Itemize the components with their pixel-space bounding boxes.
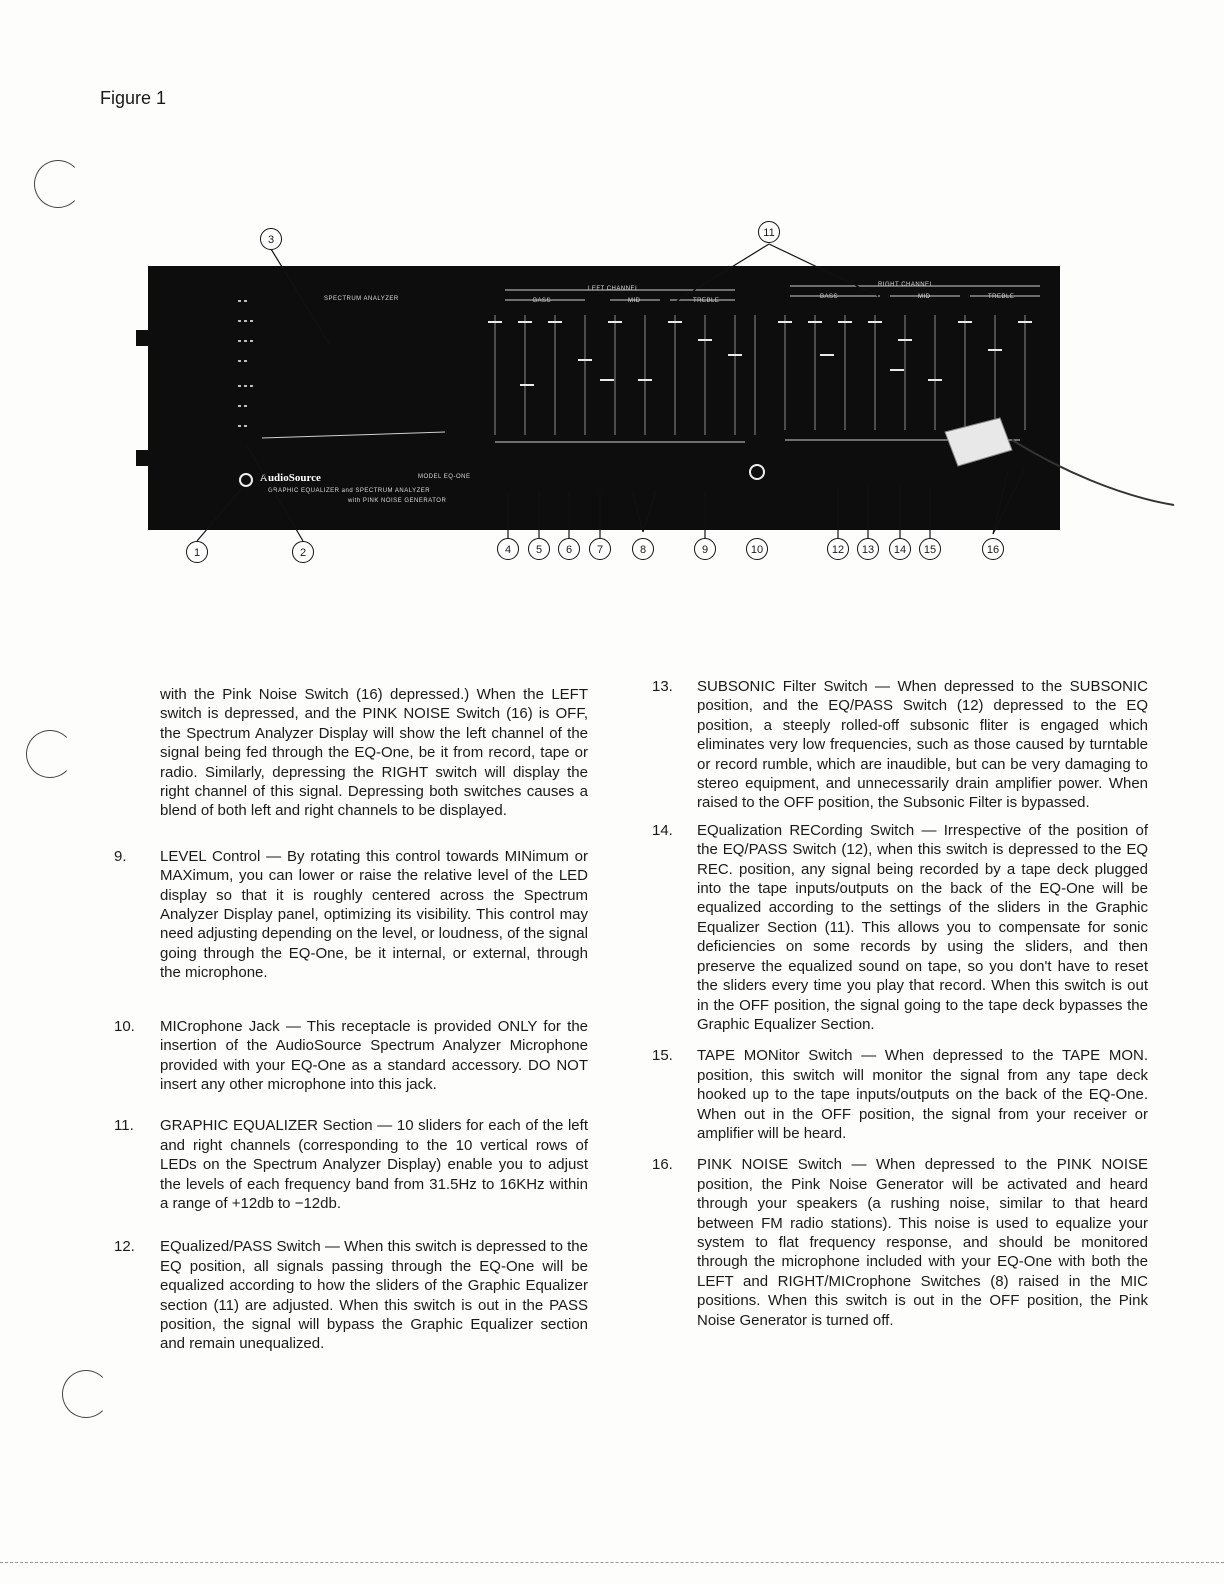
item-text: MICrophone Jack — This receptacle is provided ONLY for the insertion of the AudioSource Spectrum Analyzer Microphone provided with your EQ-One as a standard accessory. DO NOT insert any other microphone into this jack.: [160, 1017, 588, 1093]
item-text: PINK NOISE Switch — When depressed to the PINK NOISE position, the Pink Noise Generator will be activated and heard through your speakers (a rushing noise, similar to that heard between FM radio stations). This noise is used to equalize your system to flat frequency response, and should be monitored through the microphone included with your EQ-One with both the LEFT and RIGHT/MICrophone Switches (8) raised in the MIC positions. When this switch is out in the OFF position, the Pink Noise Generator is turned off.: [697, 1156, 1148, 1329]
item-number: 11.: [114, 1117, 134, 1135]
callout-5: 5: [528, 538, 550, 560]
callout-10: 10: [746, 538, 768, 560]
item-number: 14.: [652, 821, 673, 839]
page-edge-line: [0, 1562, 1224, 1563]
callout-11: 11: [758, 221, 780, 243]
item-text: EQualization RECording Switch — Irrespective of the position of the EQ/PASS Switch (12), when this switch is depressed to the EQ REC. position, any signal being recorded by a tape deck plugged into the tape inputs/outputs on the back of the EQ-One will be equalized according to the settings of the sliders in the Graphic Equalizer Section (11). This allows you to compensate for sonic deficiencies on some records by using the sliders, and then preserve the equalized sound on tape, so you don't have to reset the sliders every time you play that record. When this switch is out in the OFF position, the signal going to the tape deck bypasses the Graphic Equalizer Section.: [697, 821, 1148, 1033]
callout-14: 14: [889, 538, 911, 560]
model-label: MODEL EQ-ONE: [418, 474, 471, 480]
callout-13: 13: [857, 538, 879, 560]
item-text: SUBSONIC Filter Switch — When depressed to the SUBSONIC position, and the EQ/PASS Switch (12) depressed to the EQ position, a steeply rolled-off subsonic fliter is engaged which eliminates very low frequencies, such as those caused by turntable or record rumble, which are inaudible, but can be very damaging to stereo equipment, and unnecessarily drain amplifier power. When raised to the OFF position, the Subsonic Filter is bypassed.: [697, 678, 1148, 812]
equalizer-front-panel: [148, 266, 1060, 530]
panel-subtitle-1: GRAPHIC EQUALIZER and SPECTRUM ANALYZER: [268, 488, 431, 494]
right-column: [652, 677, 1148, 1350]
list-item-13: [652, 677, 1148, 813]
callout-4: 4: [497, 538, 519, 560]
callout-16: 16: [982, 538, 1004, 560]
right-bass-label: BASS: [820, 294, 839, 300]
list-item-9: [114, 847, 588, 983]
left-column: [114, 685, 588, 1374]
panel-subtitle-2: with PINK NOISE GENERATOR: [348, 498, 447, 504]
binder-hole-bottom: [62, 1370, 110, 1418]
callout-12: 12: [827, 538, 849, 560]
right-treble-label: TREBLE: [988, 294, 1015, 300]
item-number: 10.: [114, 1017, 135, 1035]
callout-15: 15: [919, 538, 941, 560]
item-text: LEVEL Control — By rotating this control towards MINimum or MAXimum, you can lower or raise the relative level of the LED display so that it is roughly centered across the Spectrum Analyzer Display panel, optimizing its visibility. This control may need adjusting depending on the level, or loudness, of the signal going through the EQ-One, be it internal, or external, through the microphone.: [160, 847, 588, 982]
callout-1: 1: [186, 541, 208, 563]
list-item-12: [114, 1237, 588, 1353]
continuation-paragraph: with the Pink Noise Switch (16) depressed.) When the LEFT switch is depressed, and the PINK NOISE Switch (16) is OFF, the Spectrum Analyzer Display will show the left channel of the signal being fed through the EQ-One, be it from record, tape or radio. Similarly, depressing the RIGHT switch will display the right channel of this signal. Depressing both switches causes a blend of both left and right channels to be displayed.: [160, 686, 588, 820]
binder-hole-top: [34, 160, 82, 208]
figure-title: Figure 1: [100, 88, 167, 108]
item-text: TAPE MONitor Switch — When depressed to the TAPE MON. position, this switch will monitor the signal from any tape deck hooked up to the tape inputs/outputs on the back of the EQ-One. When out in the OFF position, the signal from your receiver or amplifier will be heard.: [697, 1047, 1148, 1142]
brand-logo: AudioSource: [260, 472, 321, 484]
item-number: 15.: [652, 1047, 673, 1065]
item-text: EQualized/PASS Switch — When this switch is depressed to the EQ position, all signals passing through the EQ-One will be equalized according to how the sliders of the Graphic Equalizer section (11) are adjusted. When this switch is out in the PASS position, the signal will bypass the Graphic Equalizer section and remain unequalized.: [160, 1238, 588, 1353]
list-item-14: [652, 821, 1148, 1034]
list-item-11: [114, 1116, 588, 1213]
item-number: 9.: [114, 847, 127, 865]
list-item-16: [652, 1155, 1148, 1330]
left-channel-label: LEFT CHANNEL: [588, 286, 639, 292]
left-bass-label: BASS: [533, 298, 552, 304]
item-number: 12.: [114, 1238, 135, 1256]
left-treble-label: TREBLE: [693, 298, 720, 304]
item-number: 13.: [652, 678, 673, 695]
list-item-15: [652, 1046, 1148, 1143]
callout-3: 3: [260, 228, 282, 250]
list-item-10: [114, 1017, 588, 1095]
right-mid-label: MID: [918, 294, 931, 300]
callout-7: 7: [589, 538, 611, 560]
callout-6: 6: [558, 538, 580, 560]
callout-8: 8: [632, 538, 654, 560]
item-number: 16.: [652, 1156, 673, 1174]
binder-hole-middle: [26, 730, 74, 778]
item-text: GRAPHIC EQUALIZER Section — 10 sliders for each of the left and right channels (corresponding to the 10 vertical rows of LEDs on the Spectrum Analyzer Display) enable you to adjust the levels of each frequency band from 31.5Hz to 16KHz within a range of +12db to −12db.: [160, 1117, 588, 1212]
callout-2: 2: [292, 541, 314, 563]
left-mid-label: MID: [628, 298, 641, 304]
callout-9: 9: [694, 538, 716, 560]
right-channel-label: RIGHT CHANNEL: [878, 282, 934, 288]
spectrum-analyzer-label: SPECTRUM ANALYZER: [324, 296, 399, 302]
